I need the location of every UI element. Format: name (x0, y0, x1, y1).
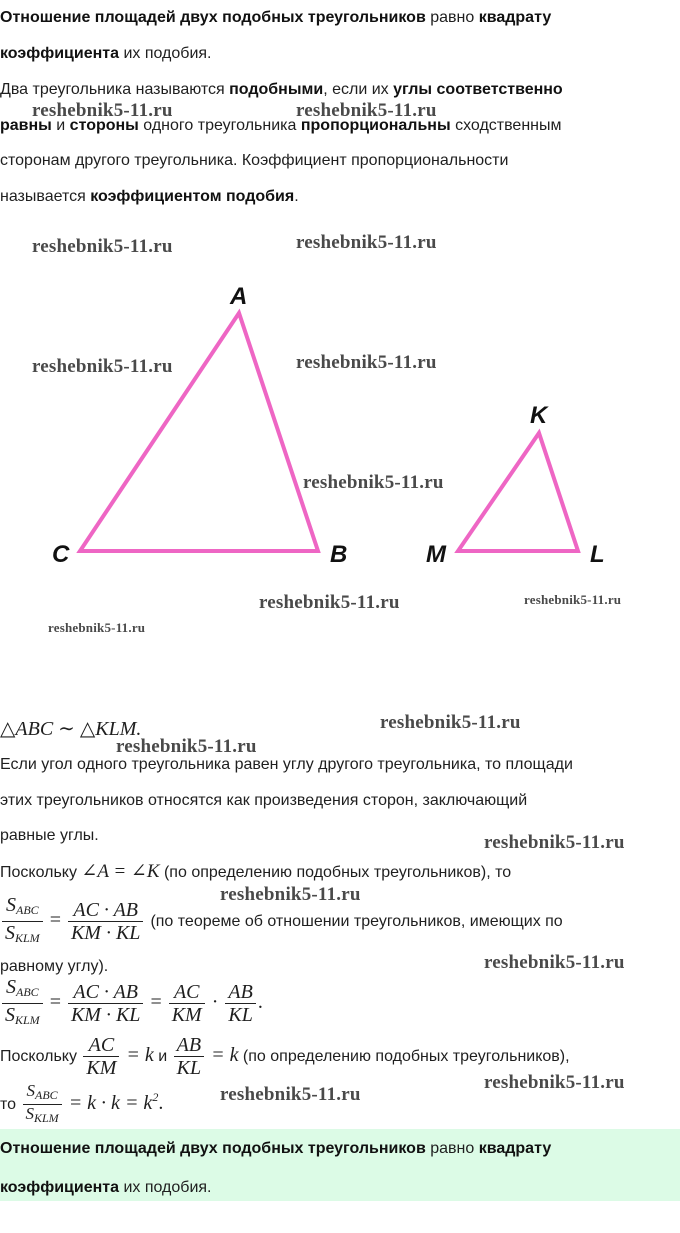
definition-line-3 (0, 151, 508, 171)
triangle-klm (458, 433, 578, 551)
s-subscript: KLM (34, 1111, 59, 1125)
triangle-abc (80, 313, 318, 551)
since-angle-line (0, 862, 511, 883)
intro-bold: коэффициента (0, 45, 119, 62)
equals-sign: = (49, 909, 61, 932)
equals-sign: = (49, 991, 61, 1014)
vertex-l-label: L (590, 541, 605, 568)
result-expression: = k · k = k (68, 1092, 153, 1115)
watermark: reshebnik5-11.ru (32, 236, 173, 257)
watermark: reshebnik5-11.ru (524, 592, 622, 607)
area-ratio-fraction (2, 976, 43, 1031)
definition-bold: стороны (69, 117, 139, 134)
watermark: reshebnik5-11.ru (259, 592, 400, 613)
equals-k: = k (126, 1044, 154, 1067)
vertex-m-label: M (426, 541, 446, 568)
s-symbol: S (5, 1004, 15, 1026)
conclusion-line-2 (0, 1178, 211, 1198)
multiply-dot: · (211, 991, 219, 1014)
s-symbol: S (6, 976, 16, 998)
vertex-b-label: B (330, 541, 348, 568)
s-subscript: KLM (15, 1013, 40, 1027)
numerator: AC · AB (68, 981, 143, 1004)
conclusion-text: равно (425, 1140, 479, 1157)
watermark: reshebnik5-11.ru (484, 1072, 625, 1093)
numerator: AB (225, 981, 255, 1004)
rule-text: Если угол одного треугольника равен углу другого треугольника, то площади (0, 756, 573, 773)
definition-text: сторонам другого треугольника. Коэффициент пропорциональности (0, 152, 509, 169)
definition-text: . (294, 188, 299, 205)
watermark: reshebnik5-11.ru (48, 620, 146, 635)
numerator: AC (83, 1034, 119, 1057)
ratio-equation-2 (0, 976, 263, 1031)
equals-k: = k (211, 1044, 239, 1067)
vertex-c-label: C (52, 541, 70, 568)
definition-text: Два треугольника называются (0, 81, 230, 98)
exponent: 2 (152, 1090, 159, 1105)
denominator: KL (176, 1057, 202, 1079)
watermark: reshebnik5-11.ru (220, 1084, 361, 1105)
since-text: (по определению подобных треугольников), (238, 1048, 570, 1066)
numerator: AC · AB (68, 899, 143, 922)
numerator: AC (169, 981, 205, 1004)
watermark: reshebnik5-11.ru (32, 356, 173, 377)
then-text: то (0, 1096, 21, 1114)
sides-ratio-fraction (68, 899, 143, 944)
definition-text: , если их (323, 81, 394, 98)
definition-text: и (51, 117, 70, 134)
s-subscript: ABC (35, 1088, 58, 1102)
watermark: reshebnik5-11.ru (303, 472, 444, 493)
since-text: Поскольку (0, 1048, 82, 1066)
rule-text: равные углы. (0, 827, 99, 844)
denominator: KM · KL (70, 1004, 141, 1026)
theorem-text: (по теореме об отношении треугольников, имеющих по (150, 913, 563, 931)
similar-triangles-figure (0, 230, 680, 650)
sides-ratio-fraction (68, 981, 143, 1026)
definition-text: одного треугольника (138, 117, 301, 134)
angle-equality: ∠A = ∠K (81, 861, 160, 882)
denominator: KM (86, 1057, 117, 1079)
watermark: reshebnik5-11.ru (296, 100, 437, 121)
intro-bold: Отношение площадей двух подобных треугольников (0, 9, 426, 26)
theorem-line-2 (0, 957, 108, 977)
and-text: и (153, 1048, 172, 1066)
watermark: reshebnik5-11.ru (484, 952, 625, 973)
theorem-text: равному углу). (0, 958, 109, 975)
definition-line-1 (0, 80, 563, 100)
denominator: KM (171, 1004, 202, 1026)
rule-line-2 (0, 791, 527, 811)
conclusion-bold: квадрату (478, 1140, 552, 1157)
definition-bold: равны (0, 117, 52, 134)
watermark: reshebnik5-11.ru (32, 100, 173, 121)
definition-bold: подобными (229, 81, 324, 98)
denominator: KM · KL (70, 922, 141, 944)
conclusion-bold: коэффициента (0, 1179, 119, 1196)
since-text: (по определению подобных треугольников), то (159, 864, 512, 881)
ab-kl-fraction (174, 1034, 204, 1079)
definition-bold: коэффициентом подобия (90, 188, 295, 205)
watermark: reshebnik5-11.ru (220, 884, 361, 905)
period: . (158, 1092, 164, 1115)
s-symbol: S (26, 1081, 35, 1100)
intro-line-2 (0, 44, 211, 64)
denominator: KL (228, 1004, 253, 1026)
intro-text: их подобия. (119, 45, 212, 62)
equals-sign: = (150, 991, 162, 1014)
watermark: reshebnik5-11.ru (296, 232, 437, 253)
vertex-a-label: A (230, 283, 248, 310)
definition-text: сходственным (450, 117, 562, 134)
s-subscript: ABC (16, 903, 39, 917)
period: . (257, 991, 263, 1014)
conclusion-text: их подобия. (119, 1179, 212, 1196)
definition-line-4 (0, 187, 299, 207)
numerator: AB (174, 1034, 204, 1057)
intro-line-1 (0, 8, 551, 28)
conclusion-bold: Отношение площадей двух подобных треугольников (0, 1140, 426, 1157)
watermark: reshebnik5-11.ru (484, 832, 625, 853)
ac-km-fraction (83, 1034, 119, 1079)
result-line (0, 1082, 163, 1127)
vertex-k-label: K (530, 402, 548, 429)
area-ratio-fraction (23, 1082, 62, 1127)
s-symbol: S (6, 894, 16, 916)
definition-bold: углы соответственно (393, 81, 563, 98)
rule-line-3 (0, 826, 99, 846)
s-subscript: KLM (15, 931, 40, 945)
definition-bold: пропорциональны (300, 117, 451, 134)
intro-text: равно (425, 9, 479, 26)
ab-kl-fraction (225, 981, 255, 1026)
area-ratio-fraction (2, 894, 43, 949)
ac-km-fraction (169, 981, 205, 1026)
s-subscript: ABC (16, 985, 39, 999)
definition-text: называется (0, 188, 91, 205)
similarity-statement: △ABC ∼ △KLM. (0, 718, 142, 740)
since-text: Поскольку (0, 864, 82, 881)
conclusion-line-1 (0, 1139, 551, 1159)
rule-text: этих треугольников относятся как произведения сторон, заключающий (0, 792, 528, 809)
intro-bold: квадрату (478, 9, 552, 26)
rule-line-1 (0, 755, 573, 775)
watermark: reshebnik5-11.ru (296, 352, 437, 373)
watermark: reshebnik5-11.ru (380, 712, 521, 733)
s-symbol: S (25, 1104, 34, 1123)
watermark: reshebnik5-11.ru (116, 736, 257, 757)
s-symbol: S (5, 922, 15, 944)
